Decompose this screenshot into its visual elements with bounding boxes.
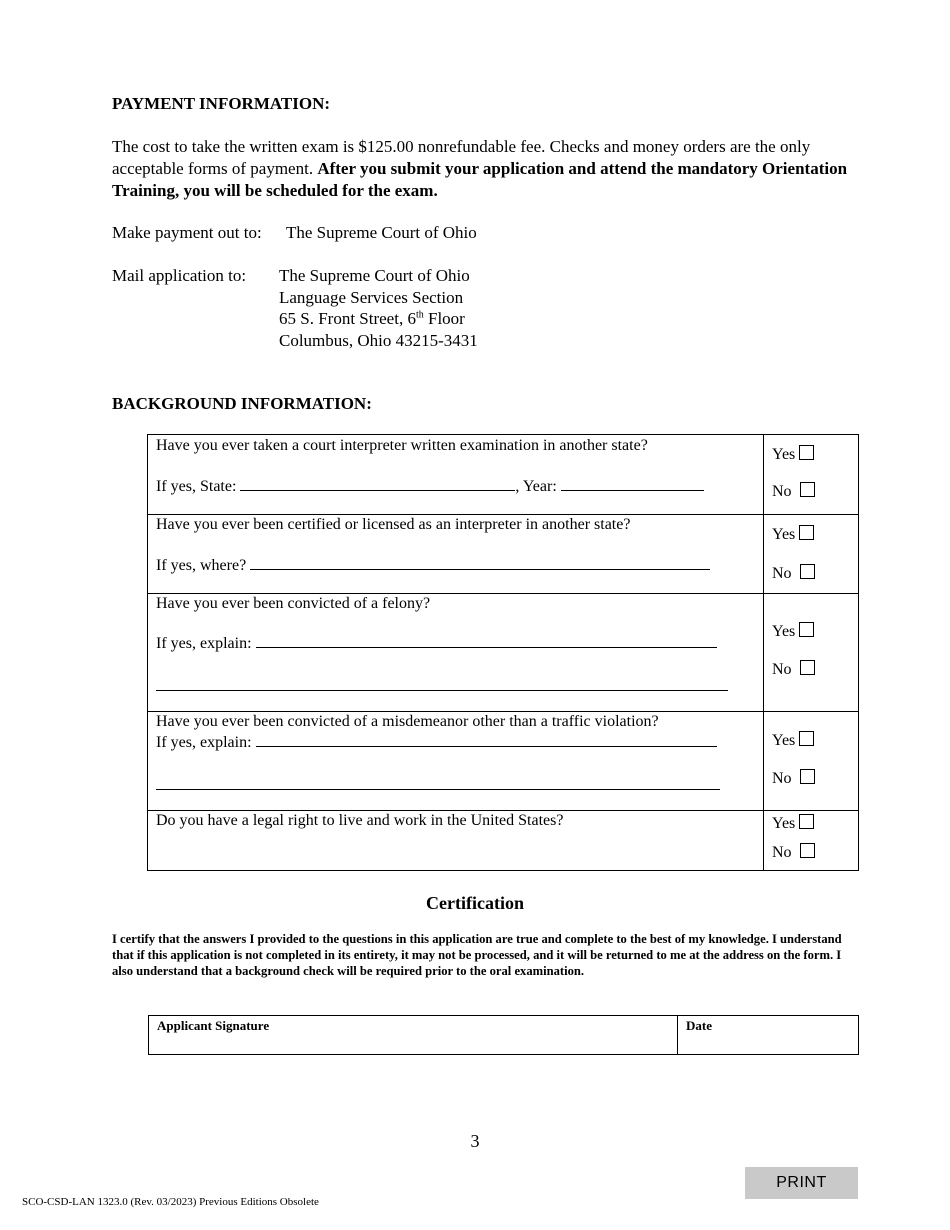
mail-line-1: The Supreme Court of Ohio [279, 266, 470, 285]
q1-yes-option: Yes [772, 445, 814, 464]
question-5-text: Do you have a legal right to live and work in the United States? [156, 812, 564, 829]
background-table [147, 434, 859, 871]
certification-text: I certify that the answers I provided to the questions in this application are true and complete to the best of my knowledge. I understand that if this application is not completed in its entirety, it may not be processed, and it will be returned to me at the address on the form. I also understand that a background check will be required prior to the oral examination. [112, 932, 842, 978]
question-3-text: Have you ever been convicted of a felony? [156, 595, 431, 612]
q2-no-option: No [772, 564, 815, 583]
question-3-detail: If yes, explain: [156, 633, 717, 653]
question-2-text: Have you ever been certified or licensed as an interpreter in another state? [156, 516, 631, 533]
mail-line-3: 65 S. Front Street, 6th Floor [279, 309, 465, 328]
page-number: 3 [470, 1131, 480, 1151]
q5-yes-checkbox[interactable] [799, 814, 814, 829]
q3-no-option: No [772, 660, 815, 679]
question-row-4 [148, 712, 858, 811]
felony-explain-input[interactable] [256, 633, 717, 648]
question-row-3 [148, 594, 858, 712]
q2-no-checkbox[interactable] [800, 564, 815, 579]
question-4-text: Have you ever been convicted of a misdemeanor other than a traffic violation? [156, 713, 659, 730]
question-row-5 [148, 811, 858, 870]
q5-no-checkbox[interactable] [800, 843, 815, 858]
misdemeanor-explain-input[interactable] [256, 732, 717, 747]
q4-no-checkbox[interactable] [800, 769, 815, 784]
mail-address [279, 265, 478, 351]
q3-yes-option: Yes [772, 622, 814, 641]
mail-line-2: Language Services Section [279, 287, 464, 307]
question-1-text: Have you ever taken a court interpreter written examination in another state? [156, 437, 648, 454]
q3-no-checkbox[interactable] [800, 660, 815, 675]
applicant-signature-label: Applicant Signature [157, 1018, 270, 1033]
felony-explain-line-2[interactable] [156, 690, 728, 691]
payment-paragraph [112, 136, 864, 202]
signature-table [148, 1015, 859, 1055]
mail-line-4: Columbus, Ohio 43215-3431 [279, 330, 478, 350]
mail-label: Mail application to: [112, 266, 247, 285]
question-4-detail: If yes, explain: [156, 732, 717, 752]
q3-yes-checkbox[interactable] [799, 622, 814, 637]
date-field[interactable] [678, 1016, 858, 1054]
make-payment-value: The Supreme Court of Ohio [286, 223, 477, 242]
payment-cost-text: The cost to take the written exam is $125.00 nonrefundable fee. Checks and money orders are the only acceptable forms of payment. [112, 137, 811, 178]
footer-form-id: SCO-CSD-LAN 1323.0 (Rev. 03/2023) Previous Editions Obsolete [22, 1196, 319, 1208]
q5-no-option: No [772, 843, 815, 862]
year-input[interactable] [561, 476, 704, 491]
certification-title: Certification [426, 893, 524, 913]
misdemeanor-explain-line-2[interactable] [156, 789, 720, 790]
where-input[interactable] [250, 555, 710, 570]
make-payment-label: Make payment out to: [112, 223, 262, 242]
question-2-detail: If yes, where? [156, 555, 710, 575]
q2-yes-option: Yes [772, 525, 814, 544]
question-1-detail: If yes, State: , Year: [156, 476, 704, 496]
print-button[interactable]: PRINT [745, 1167, 858, 1199]
payment-heading: PAYMENT INFORMATION: [112, 94, 331, 113]
q1-no-option: No [772, 482, 815, 501]
q1-no-checkbox[interactable] [800, 482, 815, 497]
q5-yes-option: Yes [772, 814, 814, 833]
q4-yes-option: Yes [772, 731, 814, 750]
state-input[interactable] [240, 476, 515, 491]
date-label: Date [686, 1018, 712, 1033]
background-heading: BACKGROUND INFORMATION: [112, 394, 372, 413]
q1-yes-checkbox[interactable] [799, 445, 814, 460]
question-row-1 [148, 435, 858, 515]
applicant-signature-field[interactable] [149, 1016, 678, 1054]
question-row-2 [148, 515, 858, 594]
q4-no-option: No [772, 769, 815, 788]
q4-yes-checkbox[interactable] [799, 731, 814, 746]
payment-cost-bold: After you submit your application and attend the mandatory Orientation Training, you will be scheduled for the exam. [112, 159, 848, 200]
q2-yes-checkbox[interactable] [799, 525, 814, 540]
